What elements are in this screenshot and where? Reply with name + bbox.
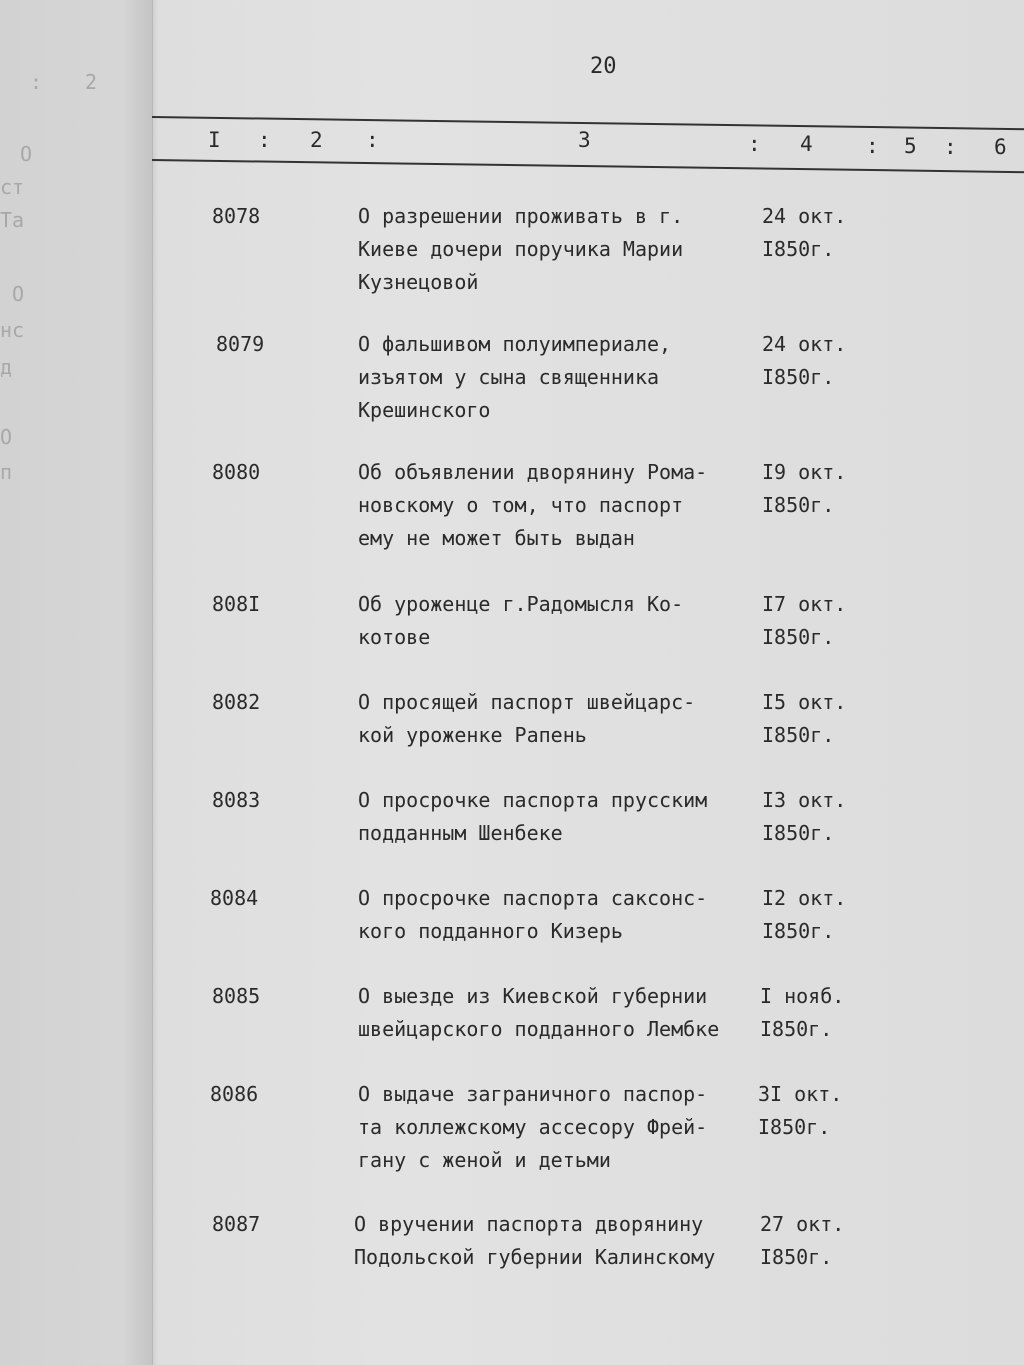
left-page-fragment: п [0,460,13,484]
date-line: I2 окт. [762,886,847,910]
record-date [762,784,846,850]
record-description [358,1078,707,1177]
record-date [762,588,846,654]
date-line: 3I окт. [758,1082,843,1106]
date-line: 24 окт. [762,204,847,228]
date-line: 24 окт. [762,332,847,356]
description-line: подданным Шенбеке [358,821,563,845]
left-page-fragment: О [0,425,13,449]
date-line: I9 окт. [762,460,847,484]
description-line: изъятом у сына священника [358,365,660,389]
record-description [358,328,671,427]
left-page-fragment: д [0,355,13,379]
record-number: 8078 [212,204,261,228]
column-separator: : [866,134,879,158]
description-line: О фальшивом полуимпериале, [358,332,672,356]
record-date [762,686,846,752]
record-number: 808I [212,592,261,616]
date-line: I850г. [762,493,835,517]
description-line: О просрочке паспорта саксонс- [358,886,708,910]
column-separator: : [258,128,271,152]
description-line: кого подданного Кизерь [358,919,623,943]
record-number: 8084 [210,886,259,910]
left-page-fragment: нс [0,318,25,342]
left-page-fragment: О [20,142,33,166]
record-date [762,200,846,266]
left-page-fragment: : [30,70,43,94]
date-line: I3 окт. [762,788,847,812]
column-header-2: 2 [310,128,323,152]
left-page-fragment: Та [0,208,25,232]
record-number: 8085 [212,984,261,1008]
date-line: I850г. [762,723,835,747]
date-line: I850г. [762,919,835,943]
description-line: О выезде из Киевской губернии [358,984,708,1008]
date-line: I850г. [762,365,835,389]
date-line: I850г. [762,821,835,845]
description-line: О просящей паспорт швейцарс- [358,690,696,714]
description-line: гану с женой и детьми [358,1148,611,1172]
description-line: Подольской губернии Калинскому [354,1245,716,1269]
date-line: I850г. [760,1017,833,1041]
date-line: I850г. [762,237,835,261]
column-separator: : [748,132,761,156]
date-line: I5 окт. [762,690,847,714]
record-date [762,882,846,948]
date-line: I850г. [758,1115,831,1139]
record-description [354,1208,715,1274]
record-number: 8082 [212,690,261,714]
record-description [358,588,683,654]
description-line: О просрочке паспорта прусским [358,788,708,812]
description-line: О выдаче заграничного паспор- [358,1082,708,1106]
column-header-1: I [208,128,221,152]
record-description [358,686,695,752]
record-description [358,980,719,1046]
left-page-fragment: ст [0,175,25,199]
record-description [358,456,707,555]
date-line: 27 окт. [760,1212,845,1236]
date-line: I850г. [760,1245,833,1269]
record-number: 8080 [212,460,261,484]
date-line: I7 окт. [762,592,847,616]
record-date [762,328,846,394]
record-date [760,980,844,1046]
description-line: кой уроженке Рапень [358,723,587,747]
record-date [758,1078,842,1144]
record-number: 8079 [216,332,265,356]
description-line: Об уроженце г.Радомысля Ко- [358,592,684,616]
record-number: 8087 [212,1212,261,1236]
record-number: 8086 [210,1082,259,1106]
description-line: швейцарского подданного Лембке [358,1017,720,1041]
column-separator: : [944,135,957,159]
column-header-5: 5 [904,134,917,158]
record-description [358,784,707,850]
description-line: новскому о том, что паспорт [358,493,684,517]
header-bottom-rule [152,159,1024,173]
column-header-4: 4 [800,132,813,156]
left-page-edge [0,0,153,1365]
left-page-fragment: О [12,282,25,306]
description-line: ему не может быть выдан [358,526,635,550]
description-line: Киеве дочери поручика Марии [358,237,684,261]
description-line: Об объявлении дворянину Рома- [358,460,708,484]
description-line: та коллежскому ассесору Фрей- [358,1115,708,1139]
left-page-fragment: 2 [85,70,98,94]
record-description [358,882,707,948]
description-line: Крешинского [358,398,491,422]
record-date [762,456,846,522]
record-number: 8083 [212,788,261,812]
date-line: I нояб. [760,984,845,1008]
column-header-3: 3 [578,128,591,152]
description-line: О разрешении проживать в г. [358,204,684,228]
description-line: Кузнецовой [358,270,479,294]
date-line: I850г. [762,625,835,649]
column-header-6: 6 [994,135,1007,159]
description-line: котове [358,625,431,649]
record-date [760,1208,844,1274]
description-line: О вручении паспорта дворянину [354,1212,704,1236]
record-description [358,200,683,299]
column-separator: : [366,128,379,152]
page-number: 20 [590,54,617,79]
